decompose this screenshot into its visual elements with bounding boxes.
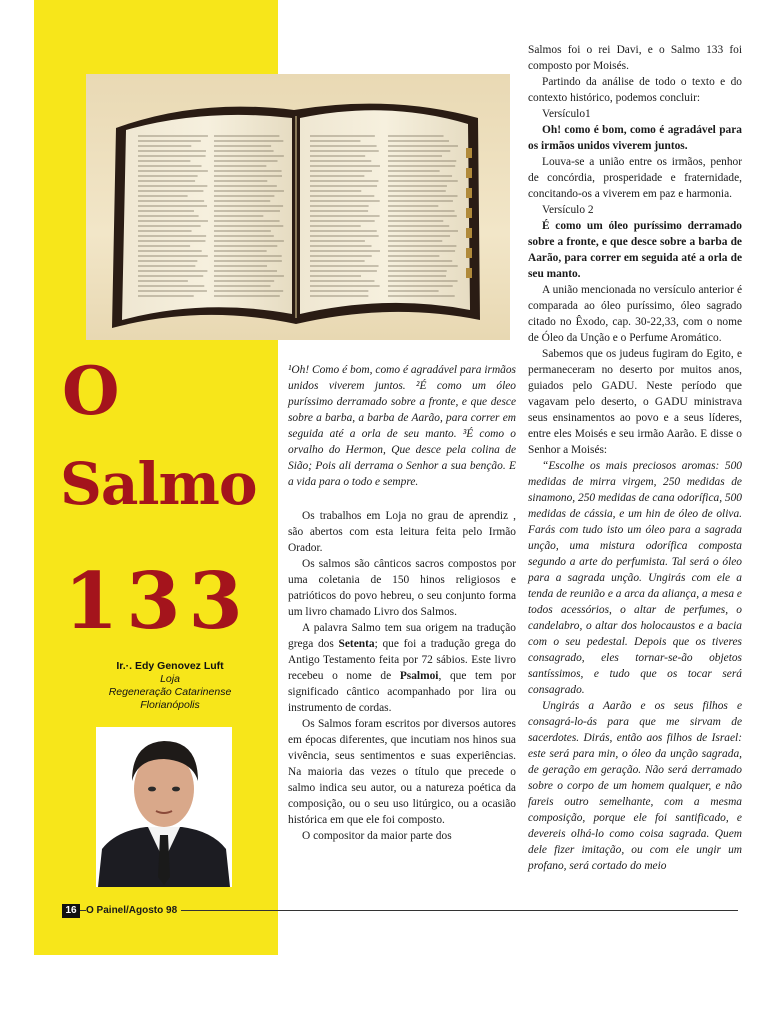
title-line-o: O: [62, 352, 120, 430]
text-span: , que tem por significado cântico acompanhado por lira ou instrumento de cordas.: [288, 670, 516, 714]
text-span: ; que foi a tradução grega do Antigo Testamento feita por 72 sábios. Este livro recebeu o nome de: [288, 638, 516, 682]
term-setenta: Setenta: [338, 638, 375, 650]
author-photo-icon: [96, 727, 232, 887]
paragraph: Louva-se a união entre os irmãos, penhor de concórdia, prosperidade e fraternidade, concitando-os a viverem em paz e harmonia.: [528, 156, 742, 200]
middle-column: [288, 362, 516, 844]
author-city: Florianópolis: [140, 699, 200, 711]
verse-2-bold: É como um óleo puríssimo derramado sobre a fronte, e que desce sobre a barba de Aarão, para correr em seguida até a orla de seu manto.: [528, 220, 742, 280]
paragraph: Sabemos que os judeus fugiram do Egito, e permaneceram no deserto por muitos anos, guiados pelo GADU. Neste período que vagavam pelo deserto, o GADU ministrava seus ensinamentos ao povo e a seus líderes, entre eles Moisés e seu irmão Aarão. E disse o Senhor a Moisés:: [528, 348, 742, 456]
psalm-verse-text: ¹Oh! Como é bom, como é agradável para irmãos unidos viverem juntos. ²É como um óleo puríssimo derramado sobre a fronte, e que desce sobre a barba, a barba de Aarão, para correr em seguida até a orla de seu manto. ³É como o orvalho do Hermon, Que desce pela colina de Sião; Pois ali derrama o Senhor a sua benção. E a vida para o todo e sempre.: [288, 364, 516, 488]
paragraph: Os trabalhos em Loja no grau de aprendiz , são abertos com esta leitura feita pelo Irmão Orador.: [288, 510, 516, 554]
term-psalmoi: Psalmoi: [399, 670, 439, 682]
verse-label-1: Versículo1: [542, 108, 591, 120]
right-column: [528, 42, 742, 874]
page-footer: [62, 904, 738, 918]
title-line-salmo: Salmo: [60, 450, 257, 518]
author-lodge-label: Loja: [160, 673, 180, 685]
paragraph: Os Salmos foram escritos por diversos autores em épocas diferentes, que incutiam nos hinos sua vivência, seus sentimentos e suas experiências. Na maioria das vezes o título que precede o salmo indica seu autor, ou a natureza poética da composição, ou o seu uso litúrgico, ou a ocasião histórica em que ele foi composto.: [288, 718, 516, 826]
author-byline: [70, 660, 270, 712]
paragraph: Os salmos são cânticos sacros compostos por uma coletania de 150 hinos religiosos e patrióticos do povo hebreu, o seu conjunto forma um livro chamado Livro dos Salmos.: [288, 558, 516, 618]
title-line-133: 133: [64, 556, 251, 647]
exodus-quote: “Escolhe os mais preciosos aromas: 500 medidas de mirra virgem, 250 medidas de sinamono, 250 medidas de cana odorífica, 500 medidas de cássia, e um hin de óleo de oliva. Farás com tudo isto um óleo para a sagrada unção, uma mistura odorífica composta segundo a arte do perfumista. Tal será o óleo para a sagrada unção. Ungirás com ele a tenda de reunião e a arca da aliança, a mesa e todos acessórios, o altar de perfumes, o candelabro, o altar dos holocaustos e a bacia com o seu pedestal. Depois que os tiveres consagrado, eles tornar-se-ão objetos santíssimos, e tudo que os tocar será consagrado.: [528, 460, 742, 696]
open-bible-photo: [86, 74, 510, 340]
paragraph: O compositor da maior parte dos: [302, 830, 452, 842]
exodus-quote: Ungirás a Aarão e os seus filhos e consagrá-lo-ás para que me sirvam de sacerdotes. Dirás, então aos filhos de Israel: este será para min, o óleo da unção sagrada, de geração em geração. Não será derramado sobre o corpo de um homem qualquer, e não fareis outro semelhante, com a mesma composição, porque ele foi santificado, e devereis olhá-lo como coisa sagrada. Quem dele fizer imitação, ou com ele ungir um profano, será cortado do meio: [528, 700, 742, 872]
verse-1-bold: Oh! como é bom, como é agradável para os irmãos unidos viverem juntos.: [528, 124, 742, 152]
paragraph: A união mencionada no versículo anterior é comparada ao óleo puríssimo, óleo sagrado citado no Êxodo, cap. 30-22,33, com o nome de Óleo da Unção e o Perfume Aromático.: [528, 284, 742, 344]
page-number: 16: [62, 904, 80, 918]
paragraph: Salmos foi o rei Davi, e o Salmo 133 foi composto por Moisés.: [528, 44, 742, 72]
paragraph: [288, 620, 516, 716]
open-book-icon: [108, 88, 484, 330]
text-span: A palavra Salmo tem sua origem na tradução grega dos: [288, 622, 516, 650]
author-name: Ir.·. Edy Genovez Luft: [116, 660, 224, 672]
verse-label-2: Versículo 2: [542, 204, 594, 216]
author-lodge-name: Regeneração Catarinense: [108, 686, 232, 698]
publication-info: O Painel/Agosto 98: [86, 904, 181, 918]
author-portrait: [96, 727, 232, 887]
paragraph: Partindo da análise de todo o texto e do contexto histórico, podemos concluir:: [528, 76, 742, 104]
